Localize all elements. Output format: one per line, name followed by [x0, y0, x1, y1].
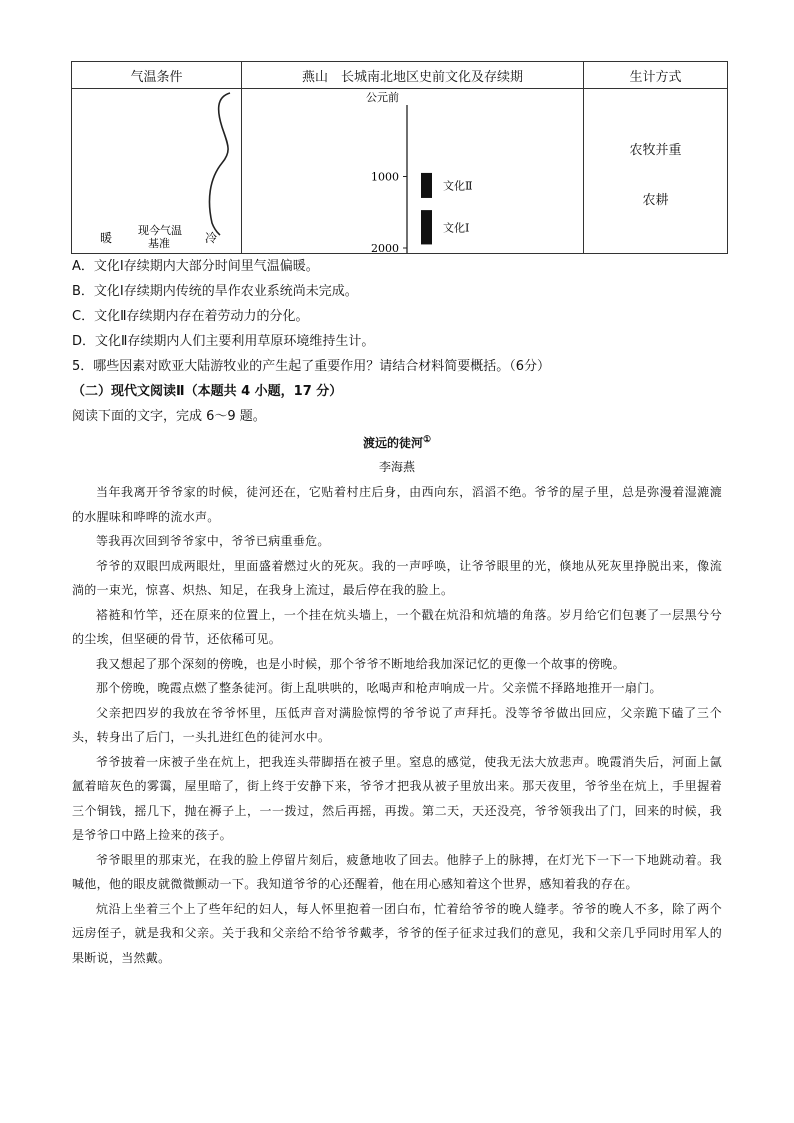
- culture-bar: [421, 173, 432, 198]
- instruction: 阅读下面的文字，完成 6～9 题。: [72, 409, 266, 424]
- culture-label: 文化Ⅱ: [443, 179, 473, 193]
- livelihood-mode-1: 农牧并重: [629, 143, 682, 158]
- culture-label: 文化Ⅰ: [443, 221, 470, 235]
- paragraph: 父亲把四岁的我放在爷爷怀里，压低声音对满脸惊愕的爷爷说了声拜托。没等爷爷做出回应，父亲跪下磕了三个头，转身出了后门，一头扎进红色的徒河水中。: [72, 705, 722, 744]
- option-a: A．文化Ⅰ存续期内大部分时间里气温偏暖。: [72, 259, 319, 274]
- section-heading: （二）现代文阅读Ⅱ（本题共 4 小题，17 分）: [72, 384, 343, 399]
- timeline-tick-label: 2000: [371, 242, 399, 253]
- cold-label: 冷: [205, 231, 218, 245]
- paragraph: 褡裢和竹竿，还在原来的位置上，一个挂在炕头墙上，一个戳在炕沿和炕墙的角落。岁月给它们包裹了一层黑兮兮的尘埃，但坚硬的骨节，还依稀可见。: [72, 607, 722, 646]
- question-5: 5．哪些因素对欧亚大陆游牧业的产生起了重要作用？请结合材料简要概括。（6分）: [72, 359, 551, 374]
- timeline-axis-title: 公元前: [366, 91, 399, 104]
- article-title: [0, 434, 794, 451]
- option-d: D．文化Ⅱ存续期内人们主要利用草原环境维持生计。: [72, 334, 375, 349]
- option-c: C．文化Ⅱ存续期内存在着劳动力的分化。: [72, 309, 309, 324]
- baseline-label-2: 基准: [148, 237, 170, 250]
- baseline-label-1: 现今气温: [138, 224, 182, 237]
- warm-label: 暖: [100, 231, 113, 245]
- article-title-footnote-mark: ①: [422, 435, 432, 445]
- header-temperature: 气温条件: [72, 62, 242, 89]
- paragraph: 那个傍晚，晚霞点燃了整条徒河。街上乱哄哄的，吆喝声和枪声响成一片。父亲慌不择路地推开一扇门。: [96, 681, 662, 695]
- table-body-row: [72, 89, 728, 254]
- livelihood-cell: [584, 89, 728, 254]
- paragraph: 当年我离开爷爷家的时候，徒河还在，它贴着村庄后身，由西向东，滔滔不绝。爷爷的屋子里，总是弥漫着湿漉漉的水腥味和哗哗的流水声。: [72, 485, 722, 524]
- header-culture: 燕山 长城南北地区史前文化及存续期: [242, 62, 584, 89]
- paragraph: 炕沿上坐着三个上了些年纪的妇人，每人怀里抱着一团白布，忙着给爷爷的晚人缝孝。爷爷的晚人不多，除了两个远房侄子，就是我和父亲。关于我和父亲给不给爷爷戴孝，爷爷的侄子征求过我们的意见，我和父亲几乎同时用军人的果断说，当然戴。: [72, 901, 722, 965]
- paragraph: 我又想起了那个深刻的傍晚，也是小时候，那个爷爷不断地给我加深记忆的更像一个故事的傍晚。: [96, 656, 625, 671]
- temperature-curve: [209, 93, 230, 235]
- article-title-text: 渡远的徒河: [362, 436, 423, 450]
- article-body: [72, 480, 722, 970]
- paragraph: 爷爷的双眼凹成两眼灶，里面盛着燃过火的死灰。我的一声呼唤，让爷爷眼里的光，倏地从死灰里挣脱出来，像流淌的一束光，惊喜、炽热、知足，在我身上流过，最后停在我的脸上。: [72, 558, 722, 597]
- timeline-tick-label: 1000: [371, 170, 399, 184]
- header-livelihood: 生计方式: [584, 62, 728, 89]
- paragraph: 爷爷披着一床被子坐在炕上，把我连头带脚捂在被子里。窒息的感觉，使我无法大放悲声。晚霞消失后，河面上氤氲着暗灰色的雾霭，屋里暗了，街上终于安静下来，爷爷才把我从被子里放出来。那天夜里，爷爷坐在炕上，手里握着三个铜钱，摇几下，抛在褥子上，一一拨过，然后再摇，再拨。第二天，天还没亮，爷爷领我出了门，回来的时候，我是爷爷口中路上捡来的孩子。: [72, 754, 722, 842]
- paragraph: 等我再次回到爷爷家中，爷爷已病重垂危。: [96, 534, 330, 548]
- temperature-cell: [72, 89, 242, 254]
- temperature-curve-chart: [72, 89, 241, 253]
- option-b: B．文化Ⅰ存续期内传统的旱作农业系统尚未完成。: [72, 284, 358, 299]
- culture-timeline-chart: [242, 89, 583, 253]
- culture-bar: [421, 210, 432, 244]
- paragraph: 爷爷眼里的那束光，在我的脸上停留片刻后，疲惫地收了回去。他脖子上的脉搏，在灯光下一下一下地跳动着。我喊他，他的眼皮就微微颤动一下。我知道爷爷的心还醒着，他在用心感知着这个世界，感知着我的存在。: [72, 852, 722, 891]
- article-author: 李海燕: [378, 460, 415, 474]
- timeline-cell: [242, 89, 584, 254]
- livelihood-mode-2: 农耕: [642, 193, 669, 208]
- table-header-row: [72, 62, 728, 89]
- climate-culture-table: [71, 61, 728, 254]
